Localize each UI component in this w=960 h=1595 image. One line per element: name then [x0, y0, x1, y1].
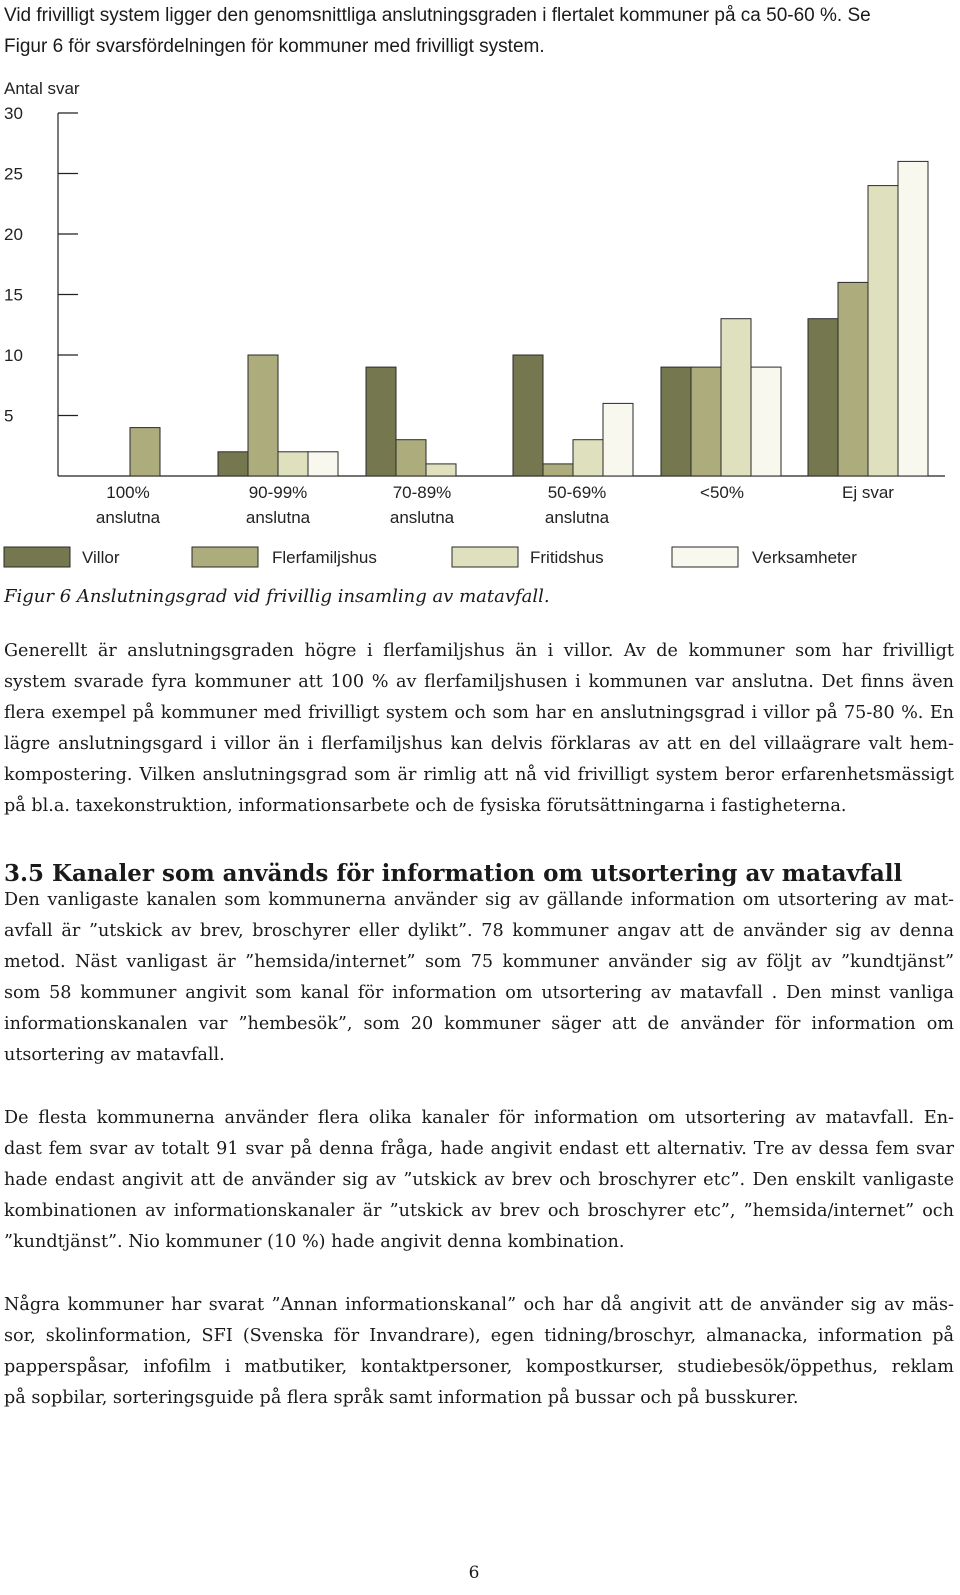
paragraph-3-line: hade endast angivit att de använder sig av ”utskick av brev och broschyrer etc”. Den enskilt vanligaste: [4, 1170, 954, 1190]
bar-villor: [661, 367, 691, 476]
paragraph-1: [4, 636, 954, 822]
category-label: 100%: [106, 483, 150, 502]
bar-flerfamiljshus: [838, 282, 868, 476]
y-tick-label: 5: [4, 406, 14, 426]
y-tick-label: 20: [4, 225, 23, 244]
category-label: anslutna: [544, 508, 610, 527]
paragraph-1-line: lägre anslutningsgard i villor än i flerfamiljshus kan delvis förklaras av att en del villaägrare valt hem-: [4, 734, 954, 754]
paragraph-1-line: på bl.a. taxekonstruktion, informationsarbete och de fysiska förutsättningarna i fastigheterna.: [4, 796, 847, 816]
category-label: 70-89%: [392, 483, 452, 502]
category-label: anslutna: [245, 508, 311, 527]
paragraph-2-line: metod. Näst vanligast är ”hemsida/internet” som 75 kommuner använder sig av följt av ”kundtjänst”: [4, 952, 954, 972]
paragraph-4-line: papperspåsar, infofilm i matbutiker, kontaktpersoner, kompostkurser, studiebesök/öppethus, reklam: [4, 1357, 954, 1377]
y-tick-label: 25: [4, 164, 23, 184]
paragraph-1-line: flera exempel på kommuner med frivilligt system och som har en anslutningsgrad i villor på 75-80 %. En: [4, 703, 954, 723]
bar-villor: [218, 452, 248, 476]
paragraph-2-line: avfall är ”utskick av brev, broschyrer eller dylikt”. 78 kommuner angav att de använder sig av denna: [4, 921, 954, 941]
y-tick-label: 10: [4, 346, 23, 365]
bar-villor: [366, 367, 396, 476]
category-label: Ej svar: [842, 483, 894, 502]
bar-verksamheter: [898, 161, 928, 476]
y-axis-label: Antal svar: [4, 79, 80, 98]
bar-verksamheter: [751, 367, 781, 476]
paragraph-2-line: informationskanalen var ”hembesök”, som 20 kommuner säger att de använder för information om: [4, 1014, 954, 1034]
paragraph-4-line: Några kommuner har svarat ”Annan informationskanal” och har då angivit att de använder sig av mäs-: [4, 1295, 954, 1315]
paragraph-1-line: Generellt är anslutningsgraden högre i flerfamiljshus än i villor. Av de kommuner som har frivilligt: [4, 641, 954, 661]
bar-fritidshus: [426, 464, 456, 476]
paragraph-4: [4, 1290, 954, 1414]
legend-label: Villor: [82, 548, 120, 567]
figure-caption: Figur 6 Anslutningsgrad vid frivillig insamling av matavfall.: [4, 586, 550, 607]
bar-fritidshus: [278, 452, 308, 476]
y-tick-label: 30: [4, 104, 23, 123]
bar-villor: [513, 355, 543, 476]
paragraph-4-line: sor, skolinformation, SFI (Svenska för Invandrare), egen tidning/broschyr, almanacka, information på: [4, 1326, 954, 1346]
paragraph-3-line: ”kundtjänst”. Nio kommuner (10 %) hade angivit denna kombination.: [4, 1232, 625, 1252]
paragraph-1-line: system svarade fyra kommuner att 100 % av flerfamiljshusen i kommunen var anslutna. Det finns även: [4, 672, 954, 692]
y-tick-label: 15: [4, 285, 23, 305]
legend-swatch: [192, 547, 258, 567]
intro-line-1: Vid frivilligt system ligger den genomsnittliga anslutningsgraden i flertalet kommuner på ca 50-60 %. Se: [4, 5, 871, 26]
category-label: anslutna: [389, 508, 455, 527]
bar-flerfamiljshus: [248, 355, 278, 476]
paragraph-3-line: De flesta kommunerna använder flera olika kanaler för information om utsortering av matavfall. En-: [4, 1108, 954, 1128]
page-number: 6: [468, 1563, 480, 1583]
paragraph-3: [4, 1103, 954, 1258]
bar-chart: [0, 76, 960, 576]
paragraph-2-line: som 58 kommuner angivit som kanal för information om utsortering av matavfall . Den minst vanliga: [4, 983, 954, 1003]
legend-label: Fritidshus: [530, 548, 604, 567]
category-label: 50-69%: [547, 483, 607, 502]
paragraph-3-line: kombinationen av informationskanaler är ”utskick av brev och broschyrer etc”, ”hemsida/internet” och: [4, 1201, 954, 1221]
bar-flerfamiljshus: [130, 428, 160, 476]
bar-flerfamiljshus: [543, 464, 573, 476]
bar-fritidshus: [868, 186, 898, 476]
bar-flerfamiljshus: [691, 367, 721, 476]
category-label: 90-99%: [248, 483, 308, 502]
bar-flerfamiljshus: [396, 440, 426, 476]
paragraph-2: [4, 885, 954, 1071]
bar-villor: [808, 319, 838, 476]
legend-swatch: [4, 547, 70, 567]
paragraph-1-line: kompostering. Vilken anslutningsgrad som är rimlig att nå vid frivilligt system beror erfarenhetsmässigt: [4, 765, 954, 785]
bar-fritidshus: [573, 440, 603, 476]
category-label: anslutna: [95, 508, 161, 527]
paragraph-3-line: dast fem svar av totalt 91 svar på denna fråga, hade angivit endast ett alternativ. Tre av dessa fem svar: [4, 1139, 954, 1159]
intro-text: [4, 0, 954, 62]
paragraph-4-line: på sopbilar, sorteringsguide på flera språk samt information på bussar och på busskurer.: [4, 1388, 799, 1408]
section-heading: 3.5 Kanaler som används för information om utsortering av matavfall: [4, 860, 903, 887]
paragraph-2-line: utsortering av matavfall.: [4, 1045, 225, 1065]
legend-swatch: [672, 547, 738, 567]
legend-swatch: [452, 547, 518, 567]
category-label: <50%: [700, 483, 744, 502]
bar-verksamheter: [308, 452, 338, 476]
legend-label: Flerfamiljshus: [272, 548, 377, 567]
bar-fritidshus: [721, 319, 751, 476]
intro-line-2: Figur 6 för svarsfördelningen för kommuner med frivilligt system.: [4, 36, 545, 57]
paragraph-2-line: Den vanligaste kanalen som kommunerna använder sig av gällande information om utsortering av mat-: [4, 890, 954, 910]
legend-label: Verksamheter: [752, 548, 857, 567]
bar-verksamheter: [603, 403, 633, 476]
